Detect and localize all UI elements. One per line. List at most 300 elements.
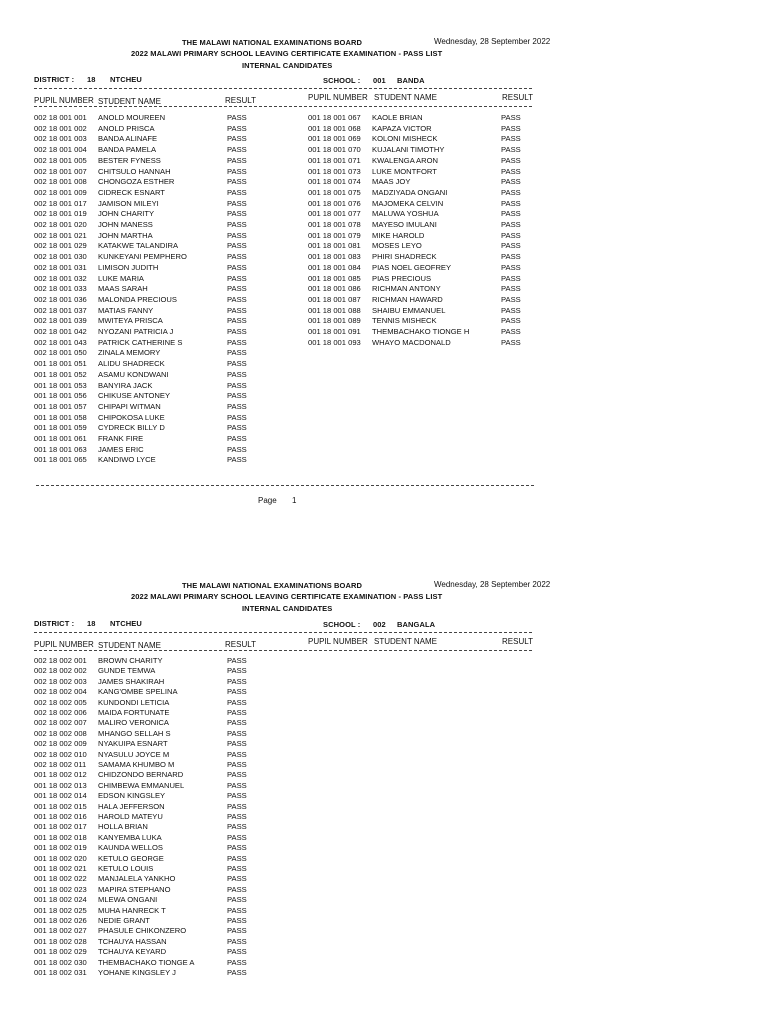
student-name-cell: MLEWA ONGANI (98, 895, 158, 905)
pupil-number-cell: 001 18 001 061 (34, 434, 87, 443)
table-row (0, 240, 768, 251)
result-cell: PASS (227, 801, 247, 811)
result-cell: PASS (227, 273, 247, 283)
pupil-number-cell: 002 18 002 006 (34, 708, 87, 717)
result-cell: PASS (501, 241, 521, 251)
table-row (0, 905, 768, 916)
result-cell: PASS (227, 327, 247, 336)
student-name-cell: PATRICK CATHERINE S (98, 337, 183, 347)
pupil-number-cell: 001 18 002 014 (34, 791, 87, 801)
result-cell: PASS (501, 123, 521, 133)
pupil-number-cell: 002 18 002 009 (34, 739, 87, 749)
table-row (0, 853, 768, 864)
student-name-cell: BANDA PAMELA (98, 145, 157, 155)
student-name-cell: MADZIYADA ONGANI (372, 187, 448, 197)
result-cell: PASS (501, 166, 521, 176)
header-rule-top (34, 632, 532, 633)
table-row (0, 305, 768, 316)
student-name-cell: KANYEMBA LUKA (98, 832, 162, 842)
result-cell: PASS (501, 305, 521, 315)
student-name-cell: KUJALANI TIMOTHY (372, 145, 445, 155)
table-row (0, 219, 768, 230)
table-row (0, 144, 768, 155)
table-row (0, 811, 768, 822)
student-name-cell: JAMES ERIC (98, 444, 144, 454)
pupil-number-cell: 001 18 001 086 (308, 284, 361, 294)
pupil-number-cell: 001 18 001 085 (308, 273, 361, 283)
student-name-cell: TENNIS MISHECK (372, 316, 437, 326)
table-row (0, 187, 768, 198)
result-cell: PASS (227, 369, 247, 379)
col-header-result-right: RESULT (502, 637, 533, 646)
table-row (0, 676, 768, 687)
student-name-cell: HAROLD MATEYU (98, 812, 163, 821)
pupil-number-cell: 001 18 002 026 (34, 916, 87, 925)
result-cell: PASS (227, 957, 247, 967)
result-cell: PASS (227, 728, 247, 738)
student-name-cell: KUNKEYANI PEMPHERO (98, 252, 187, 262)
pupil-number-cell: 002 18 001 002 (34, 123, 87, 133)
result-cell: PASS (227, 401, 247, 411)
table-row (0, 894, 768, 905)
student-name-cell: PHIRI SHADRECK (372, 252, 437, 262)
table-row (0, 780, 768, 791)
result-cell: PASS (227, 123, 247, 133)
pupil-number-cell: 002 18 001 032 (34, 273, 87, 283)
student-name-cell: KANDIWO LYCE (98, 455, 156, 465)
result-cell: PASS (227, 294, 247, 304)
result-cell: PASS (227, 134, 247, 144)
result-cell: PASS (227, 780, 247, 790)
pupil-number-cell: 001 18 002 029 (34, 947, 87, 957)
student-name-cell: MAAS SARAH (98, 284, 148, 294)
table-row (0, 198, 768, 209)
result-cell: PASS (227, 380, 247, 390)
col-header-pupil-number-right: PUPIL NUMBER (308, 637, 368, 646)
pupil-number-cell: 001 18 001 063 (34, 444, 87, 454)
pupil-number-cell: 001 18 002 018 (34, 832, 87, 842)
school-name: BANDA (397, 76, 425, 85)
pupil-number-cell: 001 18 002 012 (34, 770, 87, 780)
student-name-cell: NEDIE GRANT (98, 916, 150, 925)
student-name-cell: PIAS NOEL GEOFREY (372, 262, 452, 272)
student-name-cell: KWALENGA ARON (372, 155, 438, 165)
table-row (0, 412, 768, 423)
student-name-cell: WHAYO MACDONALD (372, 337, 451, 347)
result-cell: PASS (227, 968, 247, 977)
result-cell: PASS (227, 770, 247, 780)
student-name-cell: MIKE HAROLD (372, 230, 425, 240)
result-cell: PASS (227, 760, 247, 769)
table-row (0, 915, 768, 926)
pupil-number-cell: 002 18 001 008 (34, 177, 87, 187)
pupil-number-cell: 001 18 001 065 (34, 455, 87, 465)
pupil-number-cell: 001 18 001 053 (34, 380, 87, 390)
footer-rule (36, 485, 534, 486)
result-cell: PASS (227, 843, 247, 853)
table-row (0, 967, 768, 978)
board-title: THE MALAWI NATIONAL EXAMINATIONS BOARD (182, 581, 363, 590)
result-cell: PASS (227, 884, 247, 894)
table-row (0, 326, 768, 337)
student-name-cell: NYOZANI PATRICIA J (98, 327, 174, 336)
col-header-student-name: STUDENT NAME (98, 97, 161, 106)
result-cell: PASS (501, 134, 521, 144)
result-cell: PASS (227, 155, 247, 165)
result-cell: PASS (227, 947, 247, 957)
student-name-cell: ALIDU SHADRECK (98, 359, 165, 369)
pupil-number-cell: 001 18 001 081 (308, 241, 361, 251)
pupil-number-cell: 002 18 001 033 (34, 284, 87, 294)
student-name-cell: ASAMU KONDWANI (98, 369, 169, 379)
school-label: SCHOOL : (323, 620, 361, 629)
pupil-number-cell: 002 18 002 004 (34, 687, 87, 697)
table-row (0, 347, 768, 358)
table-row (0, 946, 768, 957)
result-cell: PASS (227, 708, 247, 717)
student-name-cell: MALUWA YOSHUA (372, 209, 439, 219)
table-row (0, 337, 768, 348)
result-cell: PASS (227, 812, 247, 821)
pupil-number-cell: 001 18 002 020 (34, 853, 87, 863)
table-row (0, 842, 768, 853)
student-name-cell: MUHA HANRECK T (98, 905, 166, 915)
student-name-cell: GUNDE TEMWA (98, 666, 156, 676)
student-name-cell: HALA JEFFERSON (98, 801, 165, 811)
student-name-cell: BROWN CHARITY (98, 656, 163, 665)
result-cell: PASS (227, 423, 247, 433)
district-code: 18 (87, 75, 96, 84)
student-name-cell: CHITSULO HANNAH (98, 166, 171, 176)
table-row (0, 717, 768, 728)
pupil-number-cell: 001 18 001 071 (308, 155, 361, 165)
table-row (0, 123, 768, 134)
table-row (0, 133, 768, 144)
student-name-cell: JAMISON MILEYI (98, 198, 159, 208)
result-cell: PASS (227, 252, 247, 262)
student-name-cell: KETULO GEORGE (98, 853, 164, 863)
col-header-result: RESULT (225, 96, 256, 105)
pupil-number-cell: 002 18 001 019 (34, 209, 87, 219)
result-cell: PASS (501, 187, 521, 197)
student-name-cell: SHAIBU EMMANUEL (372, 305, 446, 315)
student-name-cell: KAOLE BRIAN (372, 113, 423, 122)
student-name-cell: LIMISON JUDITH (98, 262, 159, 272)
result-cell: PASS (227, 444, 247, 454)
student-name-cell: MAIDA FORTUNATE (98, 708, 170, 717)
print-date: Wednesday, 28 September 2022 (434, 37, 551, 46)
pupil-number-cell: 002 18 001 021 (34, 230, 87, 240)
table-row (0, 665, 768, 676)
student-name-cell: YOHANE KINGSLEY J (98, 968, 176, 977)
district-name: NTCHEU (110, 619, 142, 628)
student-name-cell: KATAKWE TALANDIRA (98, 241, 179, 251)
table-row (0, 790, 768, 801)
pupil-number-cell: 002 18 001 042 (34, 327, 87, 336)
table-row (0, 444, 768, 455)
result-cell: PASS (227, 241, 247, 251)
student-name-cell: MAAS JOY (372, 177, 411, 187)
col-header-result: RESULT (225, 640, 256, 649)
pupil-number-cell: 002 18 002 008 (34, 728, 87, 738)
exam-title: 2022 MALAWI PRIMARY SCHOOL LEAVING CERTIFICATE EXAMINATION - PASS LIST (131, 592, 443, 601)
candidates-category: INTERNAL CANDIDATES (242, 61, 333, 70)
pupil-number-cell: 001 18 002 031 (34, 968, 87, 977)
pupil-number-cell: 001 18 001 078 (308, 220, 361, 229)
pupil-number-cell: 001 18 001 087 (308, 294, 361, 304)
result-cell: PASS (501, 316, 521, 326)
col-header-student-name-right: STUDENT NAME (374, 637, 437, 646)
result-cell: PASS (501, 155, 521, 165)
table-row (0, 176, 768, 187)
student-name-cell: KAPAZA VICTOR (372, 123, 432, 133)
table-row (0, 863, 768, 874)
result-cell: PASS (227, 230, 247, 240)
pupil-number-cell: 002 18 001 007 (34, 166, 87, 176)
school-code: 001 (373, 76, 386, 85)
student-name-cell: CHIDZONDO BERNARD (98, 770, 184, 780)
pupil-number-cell: 001 18 002 024 (34, 895, 87, 905)
pupil-number-cell: 001 18 001 051 (34, 359, 87, 369)
table-row (0, 283, 768, 294)
student-name-cell: MWITEYA PRISCA (98, 316, 163, 326)
exam-title: 2022 MALAWI PRIMARY SCHOOL LEAVING CERTIFICATE EXAMINATION - PASS LIST (131, 49, 443, 58)
header-rule-top (34, 88, 532, 89)
board-title: THE MALAWI NATIONAL EXAMINATIONS BOARD (182, 38, 363, 47)
district-name: NTCHEU (110, 75, 142, 84)
pupil-number-cell: 001 18 001 088 (308, 305, 361, 315)
candidates-category: INTERNAL CANDIDATES (242, 604, 333, 613)
school-name: BANGALA (397, 620, 436, 629)
student-name-cell: ANOLD MOUREEN (98, 113, 166, 122)
student-name-cell: TCHAUYA HASSAN (98, 936, 167, 946)
pupil-number-cell: 001 18 001 093 (308, 337, 361, 347)
result-cell: PASS (227, 337, 247, 347)
student-name-cell: KAUNDA WELLOS (98, 843, 163, 853)
result-cell: PASS (227, 434, 247, 443)
pupil-number-cell: 001 18 002 028 (34, 936, 87, 946)
student-name-cell: KOLONI MISHECK (372, 134, 438, 144)
student-name-cell: THEMBACHAKO TIONGE H (372, 327, 470, 336)
pupil-number-cell: 002 18 002 010 (34, 749, 87, 759)
district-label: DISTRICT : (34, 75, 75, 84)
pupil-number-cell: 002 18 002 003 (34, 676, 87, 686)
result-cell: PASS (227, 284, 247, 294)
pupil-number-cell: 002 18 001 036 (34, 294, 87, 304)
table-row (0, 262, 768, 273)
result-cell: PASS (227, 905, 247, 915)
pupil-number-cell: 001 18 001 083 (308, 252, 361, 262)
result-cell: PASS (227, 676, 247, 686)
result-cell: PASS (501, 273, 521, 283)
pupil-number-cell: 002 18 001 031 (34, 262, 87, 272)
student-name-cell: KUNDONDI LETICIA (98, 697, 170, 707)
result-cell: PASS (227, 864, 247, 873)
student-name-cell: JAMES SHAKIRAH (98, 676, 165, 686)
table-row (0, 873, 768, 884)
header-rule-bottom (34, 650, 532, 651)
result-cell: PASS (227, 749, 247, 759)
student-name-cell: THEMBACHAKO TIONGE A (98, 957, 195, 967)
student-name-cell: MATIAS FANNY (98, 305, 154, 315)
table-row (0, 821, 768, 832)
result-cell: PASS (227, 316, 247, 326)
result-cell: PASS (227, 198, 247, 208)
pupil-number-cell: 001 18 001 075 (308, 187, 361, 197)
result-cell: PASS (501, 337, 521, 347)
result-cell: PASS (227, 391, 247, 401)
student-name-cell: ANOLD PRISCA (98, 123, 155, 133)
result-cell: PASS (227, 791, 247, 801)
pupil-number-cell: 002 18 001 020 (34, 220, 87, 229)
table-row (0, 112, 768, 123)
student-name-cell: CIDRECK ESNART (98, 187, 165, 197)
result-cell: PASS (227, 739, 247, 749)
result-cell: PASS (227, 926, 247, 936)
table-row (0, 832, 768, 843)
school-label: SCHOOL : (323, 76, 361, 85)
table-row (0, 294, 768, 305)
pupil-number-cell: 001 18 001 077 (308, 209, 361, 219)
pupil-number-cell: 001 18 002 019 (34, 843, 87, 853)
student-name-cell: SAMAMA KHUMBO M (98, 760, 175, 769)
pupil-number-cell: 001 18 002 023 (34, 884, 87, 894)
table-row (0, 358, 768, 369)
result-cell: PASS (501, 145, 521, 155)
pupil-number-cell: 002 18 001 004 (34, 145, 87, 155)
pupil-number-cell: 001 18 001 074 (308, 177, 361, 187)
student-name-cell: MAJOMEKA CELVIN (372, 198, 444, 208)
result-cell: PASS (227, 177, 247, 187)
student-name-cell: RICHMAN HAWARD (372, 294, 443, 304)
student-name-cell: CHIPOKOSA LUKE (98, 412, 165, 422)
pupil-number-cell: 002 18 002 005 (34, 697, 87, 707)
result-cell: PASS (227, 697, 247, 707)
pupil-number-cell: 001 18 001 059 (34, 423, 87, 433)
student-name-cell: JOHN CHARITY (98, 209, 155, 219)
pupil-number-cell: 002 18 001 039 (34, 316, 87, 326)
result-cell: PASS (227, 209, 247, 219)
col-header-pupil-number-right: PUPIL NUMBER (308, 93, 368, 102)
student-name-cell: BANYIRA JACK (98, 380, 153, 390)
district-code: 18 (87, 619, 96, 628)
student-name-cell: MALONDA PRECIOUS (98, 294, 177, 304)
table-row (0, 251, 768, 262)
pupil-number-cell: 002 18 001 037 (34, 305, 87, 315)
result-cell: PASS (227, 412, 247, 422)
student-name-cell: LUKE MONTFORT (372, 166, 437, 176)
pupil-number-cell: 001 18 002 017 (34, 822, 87, 832)
table-row (0, 759, 768, 770)
table-row (0, 155, 768, 166)
pupil-number-cell: 002 18 001 017 (34, 198, 87, 208)
table-row (0, 801, 768, 812)
pupil-number-cell: 001 18 002 013 (34, 780, 87, 790)
table-row (0, 686, 768, 697)
pupil-number-cell: 002 18 001 050 (34, 348, 87, 358)
col-header-pupil-number: PUPIL NUMBER (34, 96, 94, 105)
table-row (0, 273, 768, 284)
table-row (0, 433, 768, 444)
pupil-number-cell: 002 18 001 043 (34, 337, 87, 347)
result-cell: PASS (227, 687, 247, 697)
result-cell: PASS (227, 666, 247, 676)
student-name-cell: LUKE MARIA (98, 273, 144, 283)
result-cell: PASS (501, 262, 521, 272)
table-row (0, 936, 768, 947)
table-row (0, 884, 768, 895)
student-name-cell: MAYESO IMULANI (372, 220, 437, 229)
result-cell: PASS (501, 113, 521, 122)
pupil-number-cell: 002 18 001 005 (34, 155, 87, 165)
pupil-number-cell: 001 18 001 069 (308, 134, 361, 144)
pupil-number-cell: 002 18 001 003 (34, 134, 87, 144)
col-header-student-name: STUDENT NAME (98, 641, 161, 650)
col-header-pupil-number: PUPIL NUMBER (34, 640, 94, 649)
table-row (0, 957, 768, 968)
result-cell: PASS (501, 327, 521, 336)
result-cell: PASS (227, 853, 247, 863)
pupil-number-cell: 002 18 002 002 (34, 666, 87, 676)
result-cell: PASS (501, 294, 521, 304)
district-label: DISTRICT : (34, 619, 75, 628)
pupil-number-cell: 001 18 001 084 (308, 262, 361, 272)
result-cell: PASS (227, 916, 247, 925)
pupil-number-cell: 001 18 002 027 (34, 926, 87, 936)
result-cell: PASS (227, 145, 247, 155)
pupil-number-cell: 001 18 002 016 (34, 812, 87, 821)
student-name-cell: HOLLA BRIAN (98, 822, 148, 832)
result-cell: PASS (227, 220, 247, 229)
table-row (0, 208, 768, 219)
pupil-number-cell: 001 18 002 022 (34, 874, 87, 884)
student-name-cell: MALIRO VERONICA (98, 718, 169, 728)
student-name-cell: KANG'OMBE SPELINA (98, 687, 178, 697)
student-name-cell: BANDA ALINAFE (98, 134, 158, 144)
result-cell: PASS (501, 252, 521, 262)
pupil-number-cell: 001 18 001 091 (308, 327, 361, 336)
pupil-number-cell: 001 18 001 079 (308, 230, 361, 240)
pupil-number-cell: 001 18 001 070 (308, 145, 361, 155)
result-cell: PASS (227, 832, 247, 842)
result-cell: PASS (227, 113, 247, 122)
result-cell: PASS (501, 230, 521, 240)
print-date: Wednesday, 28 September 2022 (434, 580, 551, 589)
table-row (0, 422, 768, 433)
student-name-cell: NYASULU JOYCE M (98, 749, 170, 759)
pupil-number-cell: 001 18 001 057 (34, 401, 87, 411)
table-row (0, 390, 768, 401)
pupil-number-cell: 001 18 001 052 (34, 369, 87, 379)
table-row (0, 707, 768, 718)
table-row (0, 315, 768, 326)
table-row (0, 697, 768, 708)
student-name-cell: FRANK FIRE (98, 434, 144, 443)
header-rule-bottom (34, 106, 532, 107)
pupil-number-cell: 001 18 002 025 (34, 905, 87, 915)
table-row (0, 369, 768, 380)
table-row (0, 769, 768, 780)
result-cell: PASS (227, 718, 247, 728)
student-name-cell: MANJALELA YANKHO (98, 874, 176, 884)
table-row (0, 380, 768, 391)
pupil-number-cell: 001 18 001 089 (308, 316, 361, 326)
col-header-result-right: RESULT (502, 93, 533, 102)
student-name-cell: NYAKUIPA ESNART (98, 739, 168, 749)
student-name-cell: JOHN MANESS (98, 220, 153, 229)
pupil-number-cell: 002 18 002 011 (34, 760, 87, 769)
pupil-number-cell: 001 18 002 021 (34, 864, 87, 873)
